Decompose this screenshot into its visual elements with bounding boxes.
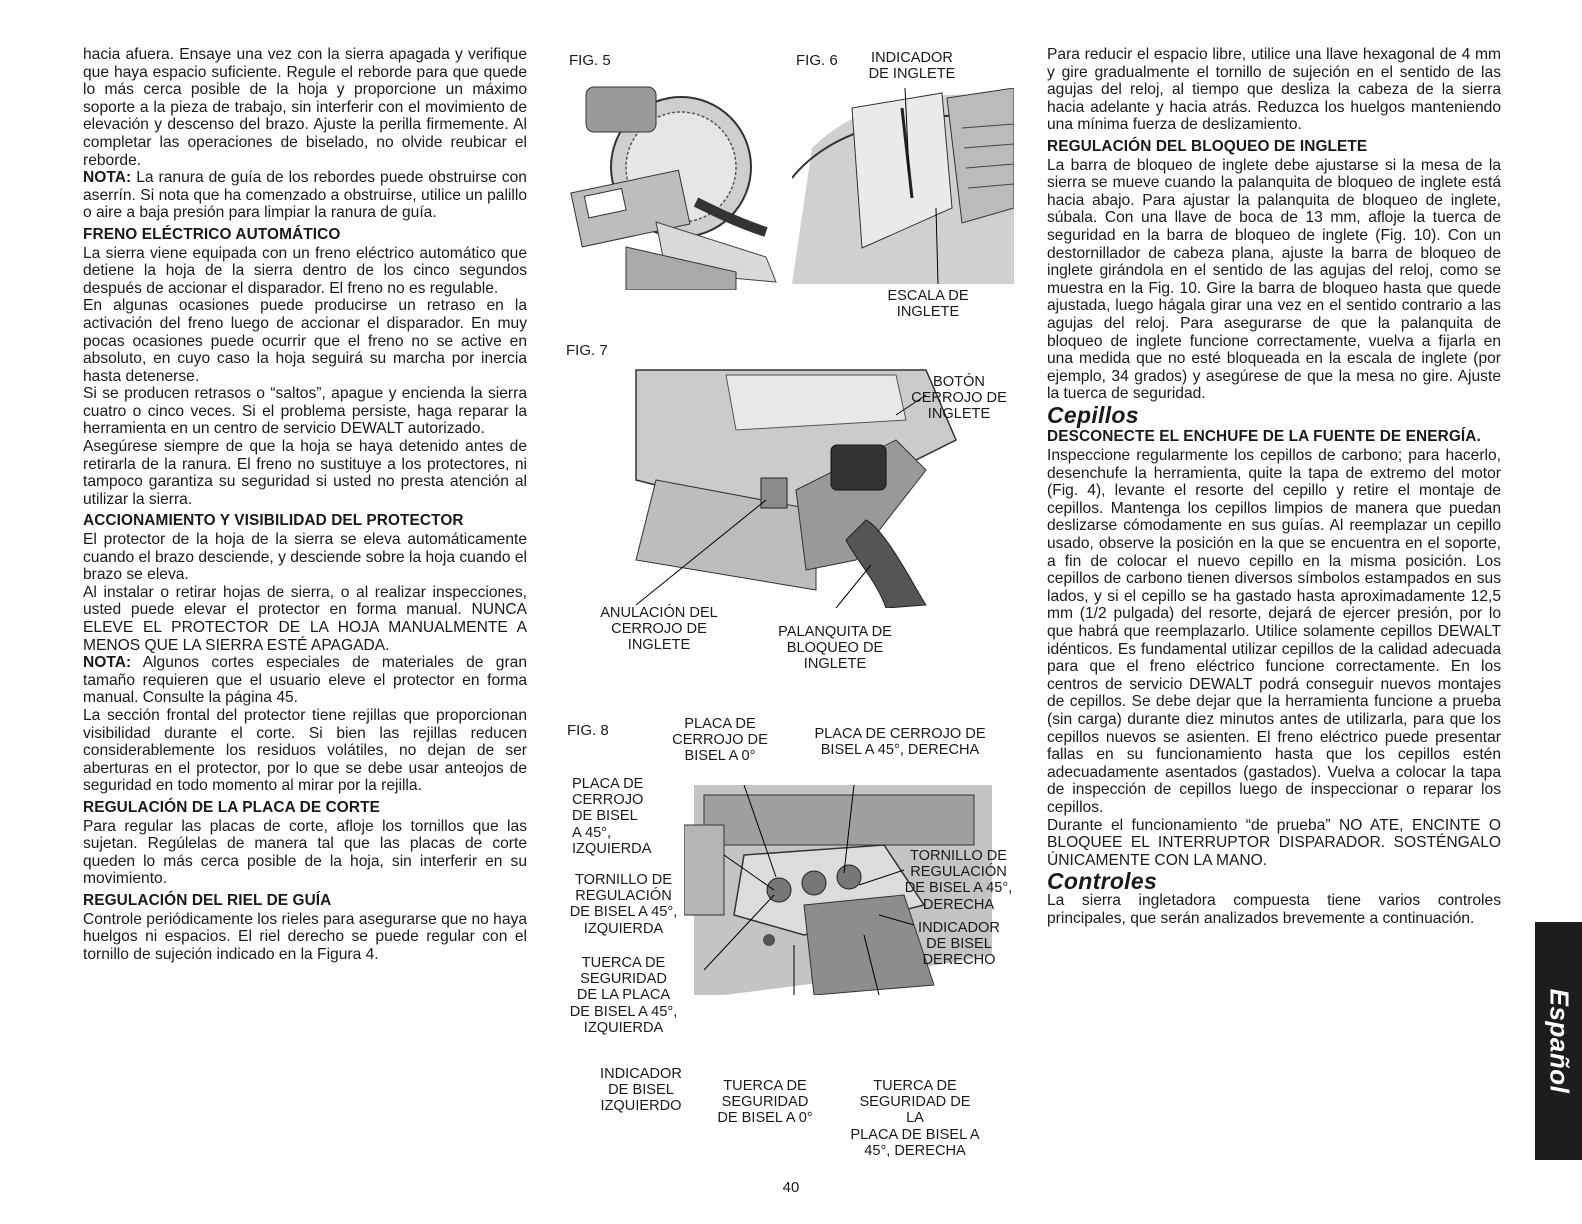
fig8-label: FIG. 8 bbox=[567, 722, 609, 739]
fig8-lock-nut-left-label: TUERCA DE SEGURIDAD DE LA PLACA DE BISEL A 45°, IZQUIERDA bbox=[569, 955, 678, 1036]
fig6-miter-indicator-label: INDICADOR DE INGLETE bbox=[868, 50, 956, 83]
controls-paragraph: La sierra ingletadora compuesta tiene varios controles principales, que serán analizados brevemente a continuación. bbox=[1047, 891, 1501, 927]
note-label: NOTA: bbox=[83, 169, 132, 187]
fig8-lock-nut-0-label: TUERCA DE SEGURIDAD DE BISEL A 0° bbox=[717, 1078, 813, 1127]
fig8-adjust-screw-right-label: TORNILLO DE REGULACIÓN DE BISEL A 45°, DERECHA bbox=[904, 848, 1013, 913]
fig7-lock-override-label: ANULACIÓN DEL CERROJO DE INGLETE bbox=[600, 605, 718, 654]
guard-note-paragraph bbox=[83, 654, 527, 707]
fig8-bevel-plate-45-right-label: PLACA DE CERROJO DE BISEL A 45°, DERECHA bbox=[814, 726, 986, 759]
brake-paragraph-2: En algunas ocasiones puede producirse un retraso en la activación del freno luego de accionar el disparador. En muy pocas ocasiones puede ocurrir que el freno no se active en absoluto, en cuyo caso la hoja seguirá su marcha por inercia hasta detenerse. bbox=[83, 297, 527, 385]
guard-paragraph-2: Al instalar o retirar hojas de sierra, o al realizar inspecciones, usted puede elevar el protector en forma manual. NUNCA ELEVE EL PROTECTOR DE LA HOJA MANUALMENTE A MENOS QUE LA SIERRA ESTÉ APAGADA. bbox=[83, 583, 527, 654]
fig8-adjust-screw-left-label: TORNILLO DE REGULACIÓN DE BISEL A 45°, IZQUIERDA bbox=[569, 872, 678, 937]
fig5-label: FIG. 5 bbox=[569, 52, 611, 69]
fig8-bevel-pointer-right-label: INDICADOR DE BISEL DERECHO bbox=[918, 920, 1000, 969]
fig7-lock-lever-label: PALANQUITA DE BLOQUEO DE INGLETE bbox=[778, 624, 892, 673]
guard-paragraph-1: El protector de la hoja de la sierra se eleva automáticamente cuando el brazo desciende, y desciende sobre la hoja cuando el brazo se eleva. bbox=[83, 531, 527, 584]
fig8-bevel-plate-45-left-label: PLACA DE CERROJO DE BISEL A 45°, IZQUIERDA bbox=[572, 776, 652, 857]
heading-controls: Controles bbox=[1047, 868, 1158, 895]
language-tab bbox=[1535, 922, 1582, 1160]
note-paragraph bbox=[83, 169, 527, 222]
page-number: 40 bbox=[782, 1179, 800, 1196]
fig7-miter-lock-button-label: BOTÓN CERROJO DE INGLETE bbox=[911, 374, 1007, 423]
left-column bbox=[83, 46, 527, 963]
brake-paragraph-1: La sierra viene equipada con un freno eléctrico automático que detiene la hoja de la sierra dentro de los cinco segundos después de accionar el disparador. El freno no es regulable. bbox=[83, 244, 527, 297]
heading-guard: ACCIONAMIENTO Y VISIBILIDAD DEL PROTECTOR bbox=[83, 512, 464, 530]
note-text: La ranura de guía de los rebordes puede obstruirse con aserrín. Si nota que ha comenzado a obstruirse, utilice un palillo o aire a baja presión para limpiar la ranura de guía. bbox=[83, 169, 527, 222]
hex-wrench-paragraph: Para reducir el espacio libre, utilice una llave hexagonal de 4 mm y gire gradualmente el tornillo de sujeción en el sentido de las agujas del reloj, al tiempo que desliza la cabeza de la sierra hacia adelante y hacia atrás. Reduzca los huelgos manteniendo una mínima fuerza de deslizamiento. bbox=[1047, 46, 1501, 134]
guard-note-label: NOTA: bbox=[83, 654, 132, 672]
heading-rail: REGULACIÓN DEL RIEL DE GUÍA bbox=[83, 891, 332, 909]
rail-paragraph: Controle periódicamente los rieles para asegurarse que no haya huelgos ni espacios. El riel derecho se puede regular con el tornillo de sujeción indicado en la Figura 4. bbox=[83, 910, 527, 963]
guard-note-text: Algunos cortes especiales de materiales de gran tamaño requieren que el usuario eleve el protector en forma manual. Consulte la página 45. bbox=[83, 654, 527, 707]
brake-paragraph-3: Si se producen retrasos o “saltos”, apague y encienda la sierra cuatro o cinco veces. Si el problema persiste, haga reparar la herramienta en un centro de servicio DEWALT autorizado. bbox=[83, 385, 527, 438]
heading-electric-brake: FRENO ELÉCTRICO AUTOMÁTICO bbox=[83, 225, 341, 243]
guard-paragraph-3: La sección frontal del protector tiene rejillas que proporcionan visibilidad durante el corte. Si bien las rejillas reducen considerablemente los residuos volátiles, no dejan de ser aberturas en el protector, por lo que se debe usar anteojos de seguridad en todo momento al mirar por la rejilla. bbox=[83, 706, 527, 795]
fig6-label: FIG. 6 bbox=[796, 52, 838, 69]
intro-paragraph: hacia afuera. Ensaye una vez con la sierra apagada y verifique que haya espacio suficiente. Regule el reborde para que quede lo más cerca posible de la hoja y proporcione un máximo soporte a la pieza de trabajo, sin interferir con el movimiento de elevación y descenso del brazo. Ajuste la perilla firmemente. Al completar las operaciones de biselado, no olvide reubicar el reborde. bbox=[83, 46, 527, 169]
miter-lock-paragraph: La barra de bloqueo de inglete debe ajustarse si la mesa de la sierra se mueve cuando la palanquita de bloqueo de inglete está hacia abajo. Para ajustar la palanquita de bloqueo de inglete, súbala. Con una llave de boca de 13 mm, afloje la tuerca de seguridad en la barra de bloqueo de inglete (Fig. 10). Con un destornillador de cabeza plana, ajuste la barra de bloqueo de inglete girándola en el sentido de las agujas del reloj, como se muestra en la Fig. 10. Gire la barra de bloqueo hasta que quede ajustada, luego hágala girar una vez en el sentido contrario a las agujas del reloj. Para asegurarse de que la palanquita de bloqueo de inglete funcione correctamente, vuelva a fijarla en una medida que no esté bloqueada en la escala de inglete (por ejemplo, 34 grados) y asegúrese de que la mesa no gire. Ajuste la tuerca de seguridad. bbox=[1047, 156, 1501, 403]
right-column bbox=[1047, 46, 1501, 927]
fig5-saw-illustration bbox=[566, 72, 784, 290]
heading-disconnect: DESCONECTE EL ENCHUFE DE LA FUENTE DE ENERGÍA. bbox=[1047, 428, 1481, 446]
heading-brushes: Cepillos bbox=[1047, 401, 1139, 428]
fig8-bevel-pointer-left-label: INDICADOR DE BISEL IZQUIERDO bbox=[600, 1066, 682, 1115]
fig7-label: FIG. 7 bbox=[566, 342, 608, 359]
test-run-paragraph: Durante el funcionamiento “de prueba” NO ATE, ENCINTE O BLOQUEE EL INTERRUPTOR DISPARADOR. SOSTÉNGALO ÚNICAMENTE CON LA MANO. bbox=[1047, 816, 1501, 869]
brake-paragraph-4: Asegúrese siempre de que la hoja se haya detenido antes de retirarla de la ranura. El freno no sustituye a los protectores, ni tampoco garantiza su seguridad si usted no presta atención al utilizar la sierra. bbox=[83, 438, 527, 508]
heading-miter-lock: REGULACIÓN DEL BLOQUEO DE INGLETE bbox=[1047, 137, 1368, 155]
fig8-bevel-plate-0-label: PLACA DE CERROJO DE BISEL A 0° bbox=[672, 716, 768, 765]
language-tab-label: Español bbox=[1544, 988, 1574, 1094]
brushes-paragraph: Inspeccione regularmente los cepillos de carbono; para hacerlo, desenchufe la herramienta, quite la tapa de extremo del motor (Fig. 4), levante el resorte del cepillo y retire el montaje de cepillos. Mantenga los cepillos limpios de manera que puedan deslizarse cómodamente en sus guías. Al reemplazar un cepillo usado, observe la posición en la que se encuentra en el soporte, a fin de colocar el nuevo cepillo en la misma posición. Los cepillos de carbono tienen diversos símbolos estampados en sus lados, y si el cepillo se ha gastado hasta aproximadamente 12,5 mm (1/2 pulgada) del resorte, dejará de ejercer presión, por lo que habrá que reemplazarlo. Utilice solamente cepillos DEWALT idénticos. Es fundamental utilizar cepillos de la calidad adecuada para que el freno eléctrico funcione correctamente. En los centros de servicio DEWALT podrá conseguir nuevos montajes de cepillos. Se debe dejar que la herramienta funcione a prueba (sin carga) durante diez minutos antes de utilizarla, para que los cepillos nuevos se asienten. El freno eléctrico puede presentar fallas en su funcionamiento hasta que los cepillos estén adecuadamente asentados (gastados). Vuelva a colocar la tapa de inspección de cepillos luego de inspeccionar o reparar los cepillos. bbox=[1047, 447, 1501, 816]
fig6-miter-scale-illustration bbox=[792, 88, 1014, 284]
heading-kerf-plate: REGULACIÓN DE LA PLACA DE CORTE bbox=[83, 798, 380, 816]
fig6-miter-scale-label: ESCALA DE INGLETE bbox=[887, 288, 969, 321]
fig8-lock-nut-right-label: TUERCA DE SEGURIDAD DE LA PLACA DE BISEL A 45°, DERECHA bbox=[850, 1078, 980, 1159]
kerf-plate-paragraph: Para regular las placas de corte, afloje los tornillos que las sujetan. Regúlelas de manera tal que las placas de corte queden lo más cerca posible de la hoja, sin interferir en su movimiento. bbox=[83, 817, 527, 888]
